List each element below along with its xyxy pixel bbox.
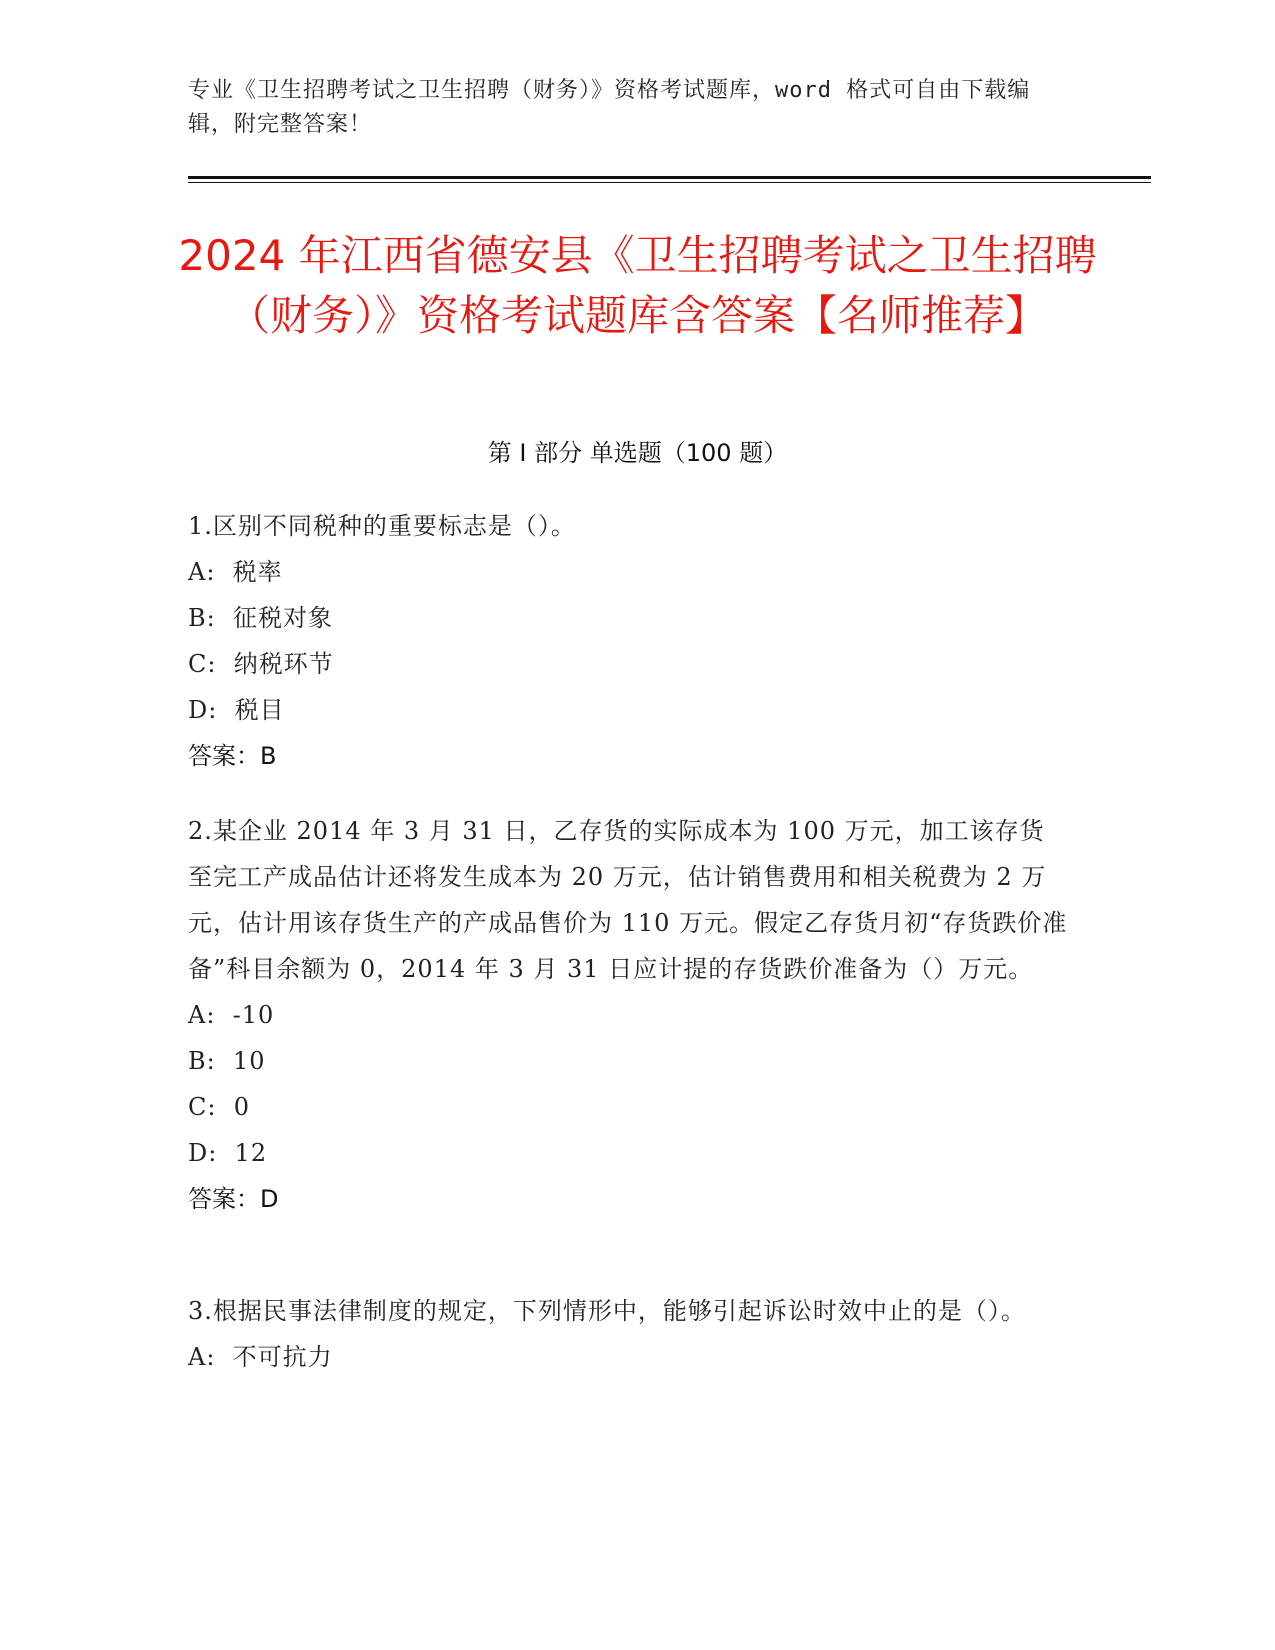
document-title: 2024 年江西省德安县《卫生招聘考试之卫生招聘（财务）》资格考试题库含答案【名师推荐】 [178,231,1097,340]
question-text: 3.根据民事法律制度的规定，下列情形中，能够引起诉讼时效中止的是（）。 [188,1297,1026,1325]
question-1 [188,503,1068,779]
answer: 答案：B [188,742,277,770]
option-c: C: 0 [188,1093,250,1121]
option-d: D: 12 [188,1139,268,1167]
question-text: 1.区别不同税种的重要标志是（）。 [188,512,576,540]
section-heading: 第 I 部分 单选题（100 题） [487,439,788,467]
question-3 [188,1288,1068,1380]
option-a: A: 不可抗力 [188,1343,333,1371]
question-2 [188,808,1068,1222]
option-d: D: 税目 [188,696,285,724]
header-divider-thin [188,182,1151,183]
option-b: B: 征税对象 [188,604,333,632]
answer: 答案：D [188,1185,279,1213]
header-note: 专业《卫生招聘考试之卫生招聘（财务）》资格考试题库，word 格式可自由下载编辑，附完整答案！ [188,78,1031,137]
header-divider-thick [188,176,1151,179]
option-a: A: -10 [188,1001,275,1029]
question-text: 2.某企业 2014 年 3 月 31 日，乙存货的实际成本为 100 万元，加工该存货至完工产成品估计还将发生成本为 20 万元，估计销售费用和相关税费为 2 万元，估计用该存货生产的产成品售价为 110 万元。假定乙存货月初“存货跌价准备”科目余额为 0，2014 年 3 月 31 日应计提的存货跌价准备为（）万元。 [188,817,1068,983]
option-a: A: 税率 [188,558,283,586]
option-c: C: 纳税环节 [188,650,334,678]
option-b: B: 10 [188,1047,266,1075]
